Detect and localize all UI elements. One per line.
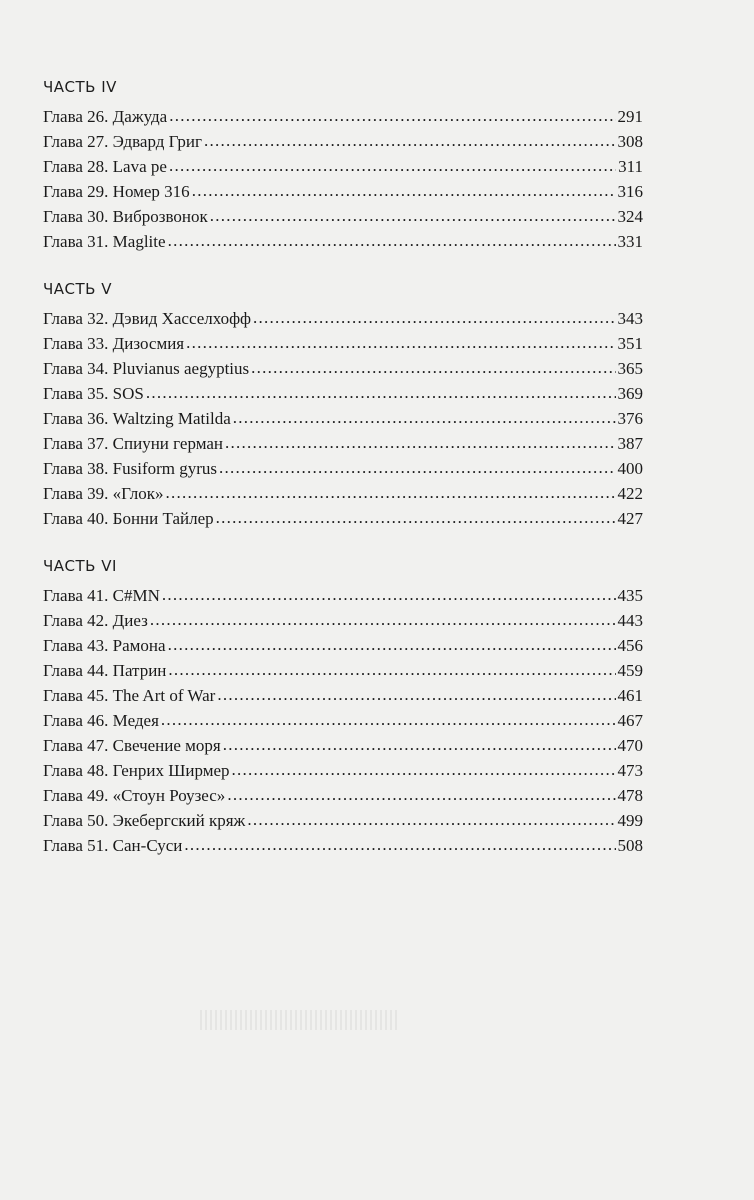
page-number: 387	[617, 434, 643, 453]
page-number: 400	[617, 459, 643, 478]
dot-leader	[232, 757, 616, 782]
dot-leader	[184, 832, 615, 857]
chapter-title: Глава 32. Дэвид Хасселхофф	[43, 309, 252, 328]
page-number: 311	[618, 157, 643, 176]
toc-entry	[43, 833, 643, 858]
dot-leader	[169, 103, 615, 128]
dot-leader	[216, 505, 616, 530]
toc-entry	[43, 204, 643, 229]
chapter-title: Глава 33. Дизосмия	[43, 334, 185, 353]
page-number: 343	[617, 309, 643, 328]
page-number: 308	[617, 132, 643, 151]
dot-leader	[217, 682, 615, 707]
toc-entry	[43, 506, 643, 531]
page-number: 467	[617, 711, 643, 730]
chapter-title: Глава 43. Рамона	[43, 636, 166, 655]
page-number: 351	[617, 334, 643, 353]
chapter-title: Глава 30. Виброзвонок	[43, 207, 208, 226]
page-number: 443	[617, 611, 643, 630]
chapter-title: Глава 37. Спиуни герман	[43, 434, 223, 453]
toc-entry	[43, 583, 643, 608]
dot-leader	[227, 782, 615, 807]
dot-leader	[168, 632, 616, 657]
dot-leader	[219, 455, 615, 480]
chapter-title: Глава 45. The Art of War	[43, 686, 216, 705]
dot-leader	[168, 228, 616, 253]
toc-entry	[43, 808, 643, 833]
toc-entry	[43, 104, 643, 129]
toc-entry	[43, 406, 643, 431]
toc-entry	[43, 129, 643, 154]
part-vi	[43, 553, 643, 858]
toc-entry	[43, 306, 643, 331]
part-title: ЧАСТЬ V	[43, 280, 113, 298]
page-number: 461	[617, 686, 643, 705]
page-number: 435	[617, 586, 643, 605]
toc-entry	[43, 331, 643, 356]
toc-entry	[43, 758, 643, 783]
toc-entry	[43, 456, 643, 481]
dot-leader	[162, 582, 616, 607]
page-number: 470	[617, 736, 643, 755]
chapter-title: Глава 46. Медея	[43, 711, 159, 730]
dot-leader	[186, 330, 615, 355]
page-number: 478	[617, 786, 643, 805]
chapter-title: Глава 47. Свечение моря	[43, 736, 221, 755]
toc-entry	[43, 481, 643, 506]
dot-leader	[253, 305, 615, 330]
page-number: 456	[617, 636, 643, 655]
dot-leader	[210, 203, 616, 228]
chapter-title: Глава 29. Номер 316	[43, 182, 190, 201]
toc-entry	[43, 708, 643, 733]
chapter-title: Глава 44. Патрин	[43, 661, 167, 680]
chapter-title: Глава 35. SOS	[43, 384, 144, 403]
page-number: 376	[617, 409, 643, 428]
page-number: 369	[617, 384, 643, 403]
page-number: 499	[617, 811, 643, 830]
dot-leader	[251, 355, 615, 380]
dot-leader	[225, 430, 616, 455]
toc-entry	[43, 356, 643, 381]
toc-entry	[43, 783, 643, 808]
toc-entry	[43, 608, 643, 633]
part-v	[43, 276, 643, 531]
chapter-title: Глава 26. Дажуда	[43, 107, 168, 126]
part-title: ЧАСТЬ VI	[43, 557, 117, 575]
dot-leader	[161, 707, 616, 732]
chapter-title: Глава 39. «Глок»	[43, 484, 164, 503]
chapter-title: Глава 42. Диез	[43, 611, 148, 630]
toc-entry	[43, 431, 643, 456]
chapter-title: Глава 34. Pluvianus aegyptius	[43, 359, 250, 378]
dot-leader	[233, 405, 616, 430]
chapter-title: Глава 41. C#MN	[43, 586, 160, 605]
page-number: 324	[617, 207, 643, 226]
chapter-title: Глава 49. «Стоун Роузес»	[43, 786, 226, 805]
dot-leader	[247, 807, 615, 832]
page-number: 427	[617, 509, 643, 528]
dot-leader	[168, 657, 615, 682]
chapter-title: Глава 31. Maglite	[43, 232, 166, 251]
chapter-title: Глава 48. Генрих Ширмер	[43, 761, 230, 780]
page-number: 422	[617, 484, 643, 503]
chapter-title: Глава 27. Эдвард Григ	[43, 132, 202, 151]
toc-entry	[43, 229, 643, 254]
part-iv	[43, 74, 643, 254]
bleed-through-shadow	[200, 1010, 400, 1030]
toc-entry	[43, 633, 643, 658]
dot-leader	[192, 178, 616, 203]
chapter-title: Глава 50. Экебергский кряж	[43, 811, 246, 830]
toc-entry	[43, 179, 643, 204]
toc-entry	[43, 154, 643, 179]
chapter-title: Глава 36. Waltzing Matilda	[43, 409, 231, 428]
toc-entry	[43, 733, 643, 758]
page-number: 291	[617, 107, 643, 126]
dot-leader	[223, 732, 616, 757]
dot-leader	[169, 153, 616, 178]
toc-entry	[43, 381, 643, 406]
table-of-contents	[43, 74, 643, 880]
page-number: 365	[617, 359, 643, 378]
chapter-title: Глава 38. Fusiform gyrus	[43, 459, 218, 478]
page-number: 459	[617, 661, 643, 680]
chapter-title: Глава 40. Бонни Тайлер	[43, 509, 214, 528]
page-number: 508	[617, 836, 643, 855]
chapter-title: Глава 28. Lava pe	[43, 157, 167, 176]
page-number: 316	[617, 182, 643, 201]
dot-leader	[150, 607, 616, 632]
part-title: ЧАСТЬ IV	[43, 78, 117, 96]
toc-entry	[43, 683, 643, 708]
dot-leader	[146, 380, 616, 405]
dot-leader	[165, 480, 615, 505]
page-number: 473	[617, 761, 643, 780]
page-number: 331	[617, 232, 643, 251]
toc-entry	[43, 658, 643, 683]
dot-leader	[204, 128, 616, 153]
chapter-title: Глава 51. Сан-Суси	[43, 836, 183, 855]
